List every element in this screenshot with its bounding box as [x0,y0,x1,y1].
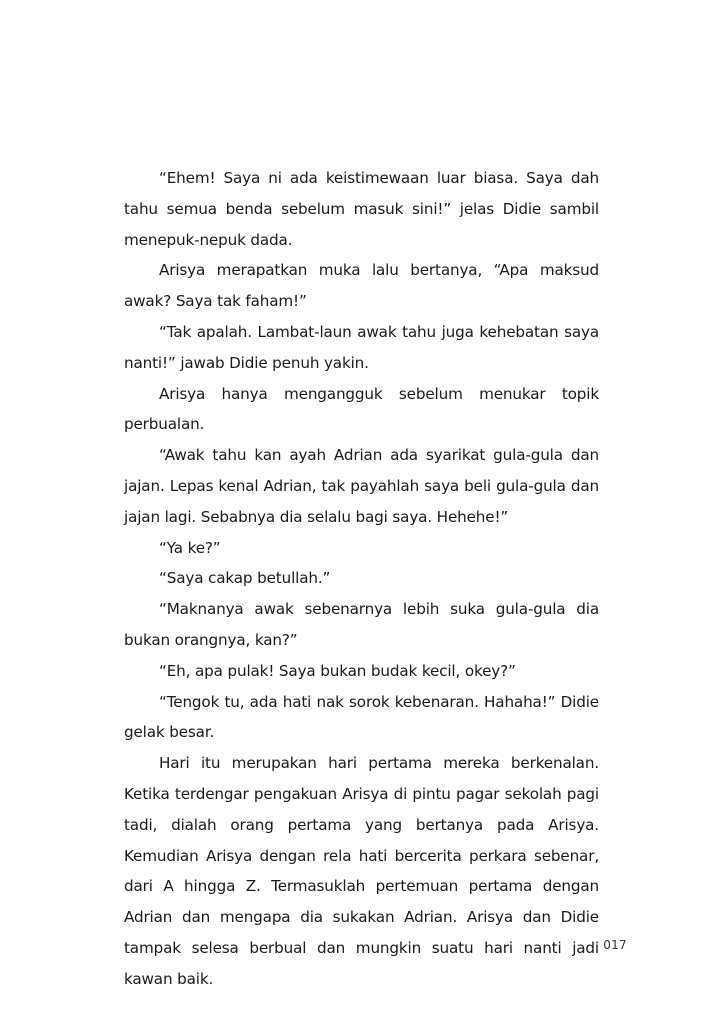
paragraph: “Tengok tu, ada hati nak sorok kebenaran. Hahaha!” Didie gelak besar. [124,692,599,742]
paragraph: “Awak tahu kan ayah Adrian ada syarikat gula-gula dan jajan. Lepas kenal Adrian, tak payahlah saya beli gula-gula dan jajan lagi. Sebabnya dia selalu bagi saya. Hehehe!” [124,446,599,526]
paragraph: “Eh, apa pulak! Saya bukan budak kecil, okey?” [159,661,516,680]
paragraph: “Ehem! Saya ni ada keistimewaan luar biasa. Saya dah tahu semua benda sebelum masuk sini!” jelas Didie sambil menepuk-nepuk dada. [124,169,599,249]
body-text [124,163,599,995]
paragraph: “Ya ke?” [159,538,221,557]
paragraph: Arisya hanya mengangguk sebelum menukar topik perbualan. [124,384,599,434]
paragraph: “Saya cakap betullah.” [159,569,331,588]
paragraph: “Tak apalah. Lambat-laun awak tahu juga kehebatan saya nanti!” jawab Didie penuh yakin. [124,322,599,372]
paragraph: Arisya merapatkan muka lalu bertanya, “Apa maksud awak? Saya tak faham!” [124,261,599,311]
page-number: 017 [603,938,627,952]
paragraph: “Maknanya awak sebenarnya lebih suka gula-gula dia bukan orangnya, kan?” [124,600,599,649]
paragraph: Hari itu merupakan hari pertama mereka berkenalan. Ketika terdengar pengakuan Arisya di pintu pagar sekolah pagi tadi, dialah orang pertama yang bertanya pada Arisya. Kemudian Arisya dengan rela hati bercerita perkara sebenar, dari A hingga Z. Termasuklah pertemuan pertama dengan Adrian dan mengapa dia sukakan Adrian. Arisya dan Didie tampak selesa berbual dan mungkin suatu hari nanti jadi kawan baik. [124,754,599,988]
